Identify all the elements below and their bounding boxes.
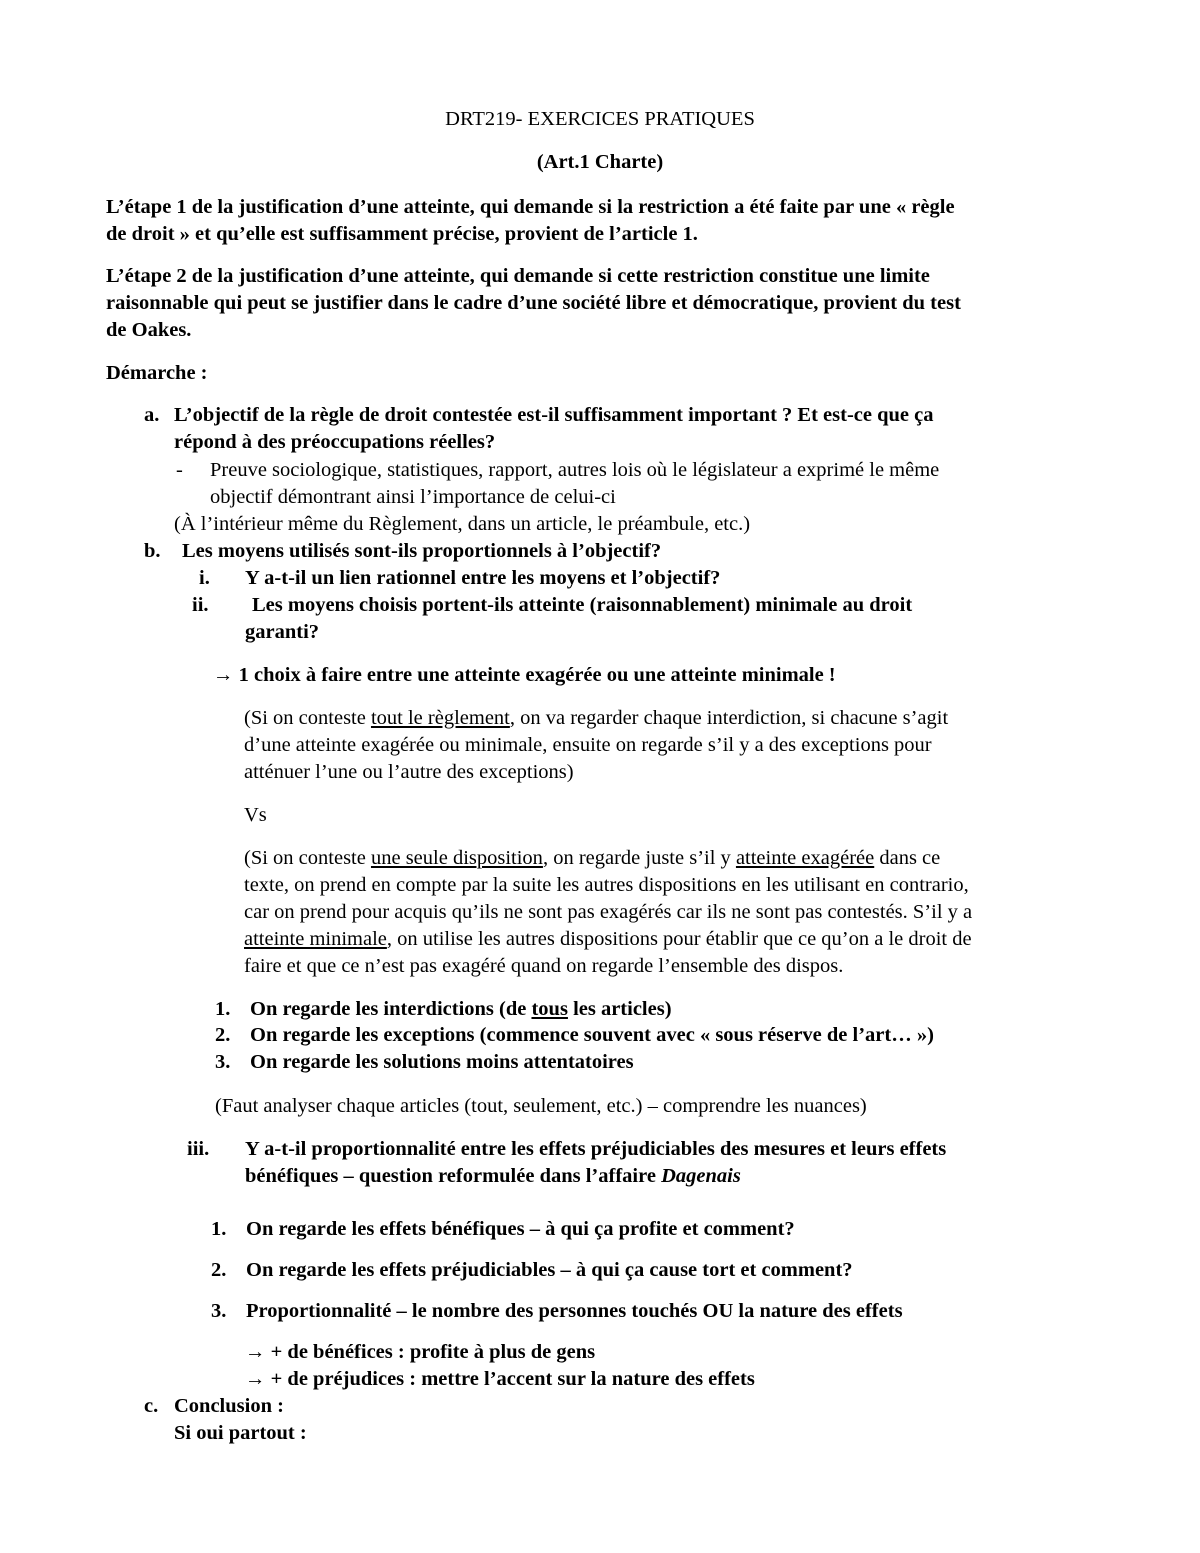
arrow-benefits: → + de bénéfices : profite à plus de gens: [245, 1341, 596, 1363]
step-1: On regarde les interdictions (de tous les articles): [250, 998, 672, 1020]
item-a-line1: L’objectif de la règle de droit contestée est-il suffisamment important ? Et est-ce que ça: [174, 404, 934, 426]
item-a-paren: (À l’intérieur même du Règlement, dans un article, le préambule, etc.): [174, 513, 751, 535]
effect-2: On regarde les effets préjudiciables – à qui ça cause tort et comment?: [246, 1259, 853, 1281]
item-c-line: Conclusion :: [174, 1395, 284, 1417]
effect-3-marker: 3.: [211, 1300, 227, 1322]
block1-line2: d’une atteinte exagérée ou minimale, ensuite on regarde s’il y a des exceptions pour: [244, 734, 932, 756]
item-b-ii-line2: garanti?: [245, 621, 320, 643]
case-name: Dagenais: [661, 1165, 741, 1187]
block2-line5: faire et que ce n’est pas exagéré quand on regarde l’ensemble des dispos.: [244, 955, 844, 977]
arrow-choice: → 1 choix à faire entre une atteinte exagérée ou une atteinte minimale !: [213, 664, 836, 686]
para2-line1: L’étape 2 de la justification d’une atteinte, qui demande si cette restriction constitue une limite: [106, 265, 930, 287]
step-3: On regarde les solutions moins attentatoires: [250, 1051, 634, 1073]
arrow-prejudices: → + de préjudices : mettre l’accent sur la nature des effets: [245, 1368, 755, 1390]
para2-line2: raisonnable qui peut se justifier dans le cadre d’une société libre et démocratique, provient du test: [106, 292, 961, 314]
page-title: DRT219- EXERCICES PRATIQUES: [445, 108, 755, 130]
item-c-line2: Si oui partout :: [174, 1422, 307, 1444]
block1-line1: (Si on conteste tout le règlement, on va regarder chaque interdiction, si chacune s’agit: [244, 707, 949, 729]
page-subtitle: (Art.1 Charte): [536, 151, 664, 173]
underlined-word: tous: [531, 998, 568, 1020]
block2-line2: texte, on prend en compte par la suite les autres dispositions en les utilisant en contrario,: [244, 874, 969, 896]
para1-line1: L’étape 1 de la justification d’une atteinte, qui demande si la restriction a été faite par une « règle: [106, 196, 955, 218]
item-b-i-line: Y a-t-il un lien rationnel entre les moyens et l’objectif?: [245, 567, 721, 589]
underlined-phrase: atteinte exagérée: [735, 847, 875, 869]
block1-line3: atténuer l’une ou l’autre des exceptions): [244, 761, 574, 783]
item-a-dash: -: [176, 459, 183, 481]
underlined-phrase: une seule disposition: [370, 847, 543, 869]
item-a-marker: a.: [144, 404, 160, 426]
item-b-ii-line1: Les moyens choisis portent-ils atteinte (raisonnablement) minimale au droit: [252, 594, 913, 616]
step-1-marker: 1.: [215, 998, 231, 1020]
step-2: On regarde les exceptions (commence souvent avec « sous réserve de l’art… »): [250, 1024, 934, 1046]
para1-line2: de droit » et qu’elle est suffisamment précise, provient de l’article 1.: [106, 223, 698, 245]
item-b-iii-line2: bénéfiques – question reformulée dans l’affaire Dagenais: [245, 1165, 741, 1187]
effect-3: Proportionnalité – le nombre des personnes touchés OU la nature des effets: [246, 1300, 903, 1322]
effect-1: On regarde les effets bénéfiques – à qui ça profite et comment?: [246, 1218, 795, 1240]
item-a-bullet-line1: Preuve sociologique, statistiques, rapport, autres lois où le législateur a exprimé le même: [210, 459, 940, 481]
item-a-line2: répond à des préoccupations réelles?: [174, 431, 496, 453]
item-c-marker: c.: [144, 1395, 159, 1417]
step-2-marker: 2.: [215, 1024, 231, 1046]
item-b-marker: b.: [144, 540, 161, 562]
item-b-line: Les moyens utilisés sont-ils proportionnels à l’objectif?: [182, 540, 662, 562]
item-b-i-marker: i.: [199, 567, 210, 589]
block2-line1: (Si on conteste une seule disposition, on regarde juste s’il y atteinte exagérée dans ce: [244, 847, 941, 869]
underlined-phrase: tout le règlement: [370, 707, 510, 729]
step-3-marker: 3.: [215, 1051, 231, 1073]
item-a-bullet-line2: objectif démontrant ainsi l’importance de celui-ci: [210, 486, 616, 508]
vs-label: Vs: [244, 804, 267, 826]
block2-line4: atteinte minimale, on utilise les autres dispositions pour établir que ce qu’on a le droit de: [244, 928, 972, 950]
effect-2-marker: 2.: [211, 1259, 227, 1281]
para2-line3: de Oakes.: [106, 319, 192, 341]
item-b-iii-marker: iii.: [187, 1138, 210, 1160]
faut-note: (Faut analyser chaque articles (tout, seulement, etc.) – comprendre les nuances): [215, 1095, 867, 1117]
block2-line3: car on prend pour acquis qu’ils ne sont pas exagérés car ils ne sont pas contestés. S’il y a: [244, 901, 973, 923]
demarche-heading: Démarche :: [106, 362, 208, 384]
underlined-phrase: atteinte minimale: [244, 928, 387, 950]
item-b-ii-marker: ii.: [192, 594, 209, 616]
item-b-iii-line1: Y a-t-il proportionnalité entre les effets préjudiciables des mesures et leurs effets: [245, 1138, 947, 1160]
effect-1-marker: 1.: [211, 1218, 227, 1240]
